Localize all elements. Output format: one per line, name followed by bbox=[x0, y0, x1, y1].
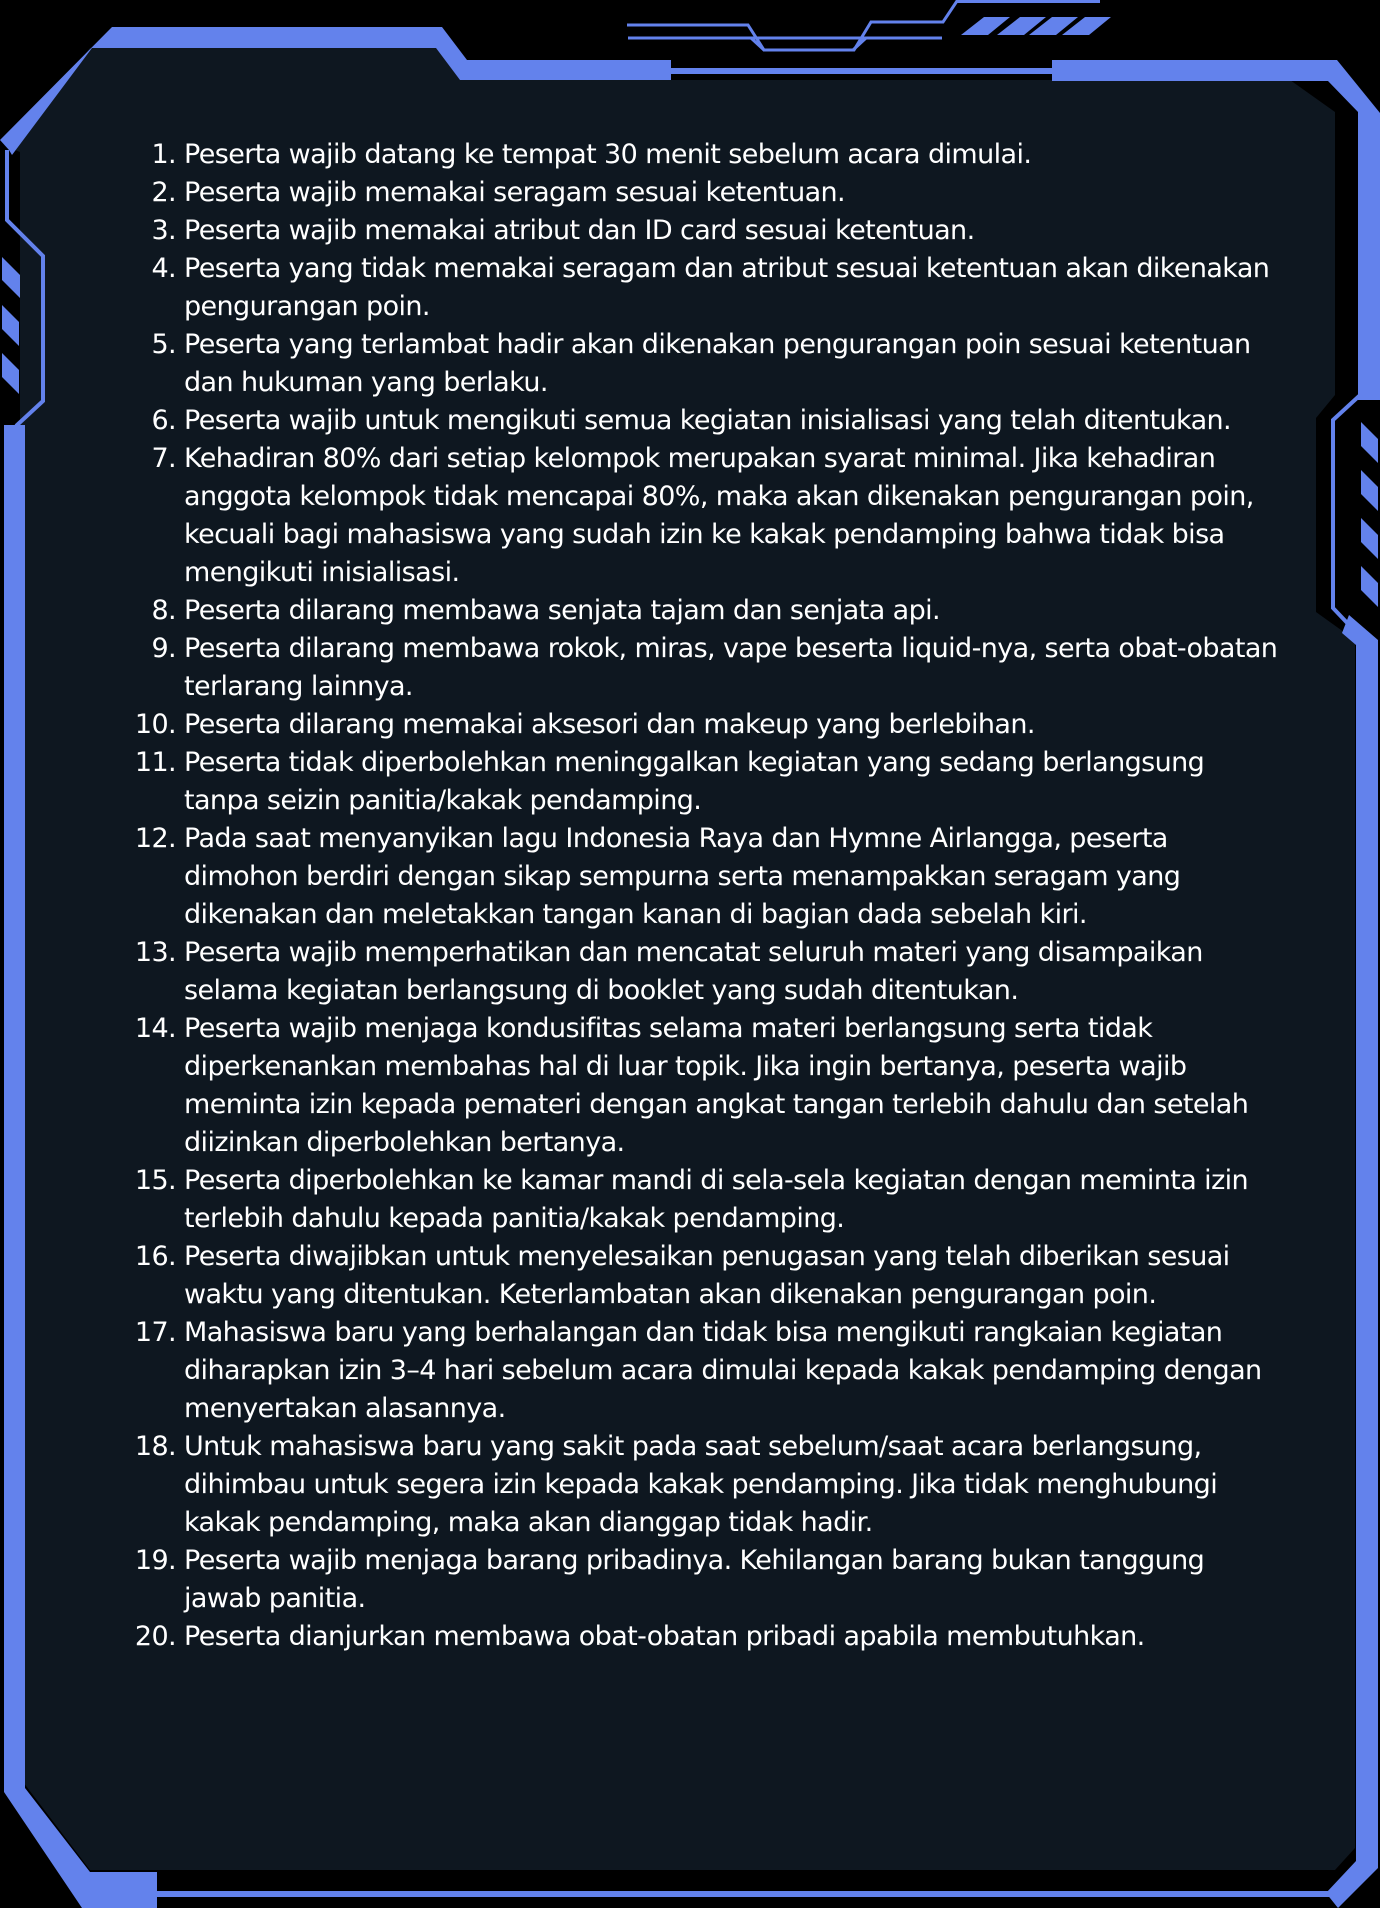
rule-text: Mahasiswa baru yang berhalangan dan tidak bisa mengikuti rangkaian kegiatan diharapkan izin 3–4 hari sebelum acara dimulai kepada kakak pendamping dengan menyertakan alasannya. bbox=[184, 1317, 1262, 1424]
rule-text: Kehadiran 80% dari setiap kelompok merupakan syarat minimal. Jika kehadiran anggota kelompok tidak mencapai 80%, maka akan dikenakan pengurangan poin, kecuali bagi mahasiswa yang sudah izin ke kakak pendamping bahwa tidak bisa mengikuti inisialisasi. bbox=[184, 443, 1254, 588]
rule-text: Peserta yang terlambat hadir akan dikenakan pengurangan poin sesuai ketentuan dan hukuman yang berlaku. bbox=[184, 329, 1251, 398]
rule-number: 1. bbox=[151, 139, 176, 170]
rule-number: 11. bbox=[134, 747, 176, 778]
top-stripes-decoration bbox=[961, 17, 1111, 35]
rule-number: 9. bbox=[151, 633, 176, 664]
rule-number: 5. bbox=[151, 329, 176, 360]
rule-item bbox=[128, 1542, 1278, 1618]
rule-item bbox=[128, 1010, 1278, 1162]
rule-text: Peserta diperbolehkan ke kamar mandi di sela-sela kegiatan dengan meminta izin terlebih dahulu kepada panitia/kakak pendamping. bbox=[184, 1165, 1249, 1234]
rule-item bbox=[128, 212, 1278, 250]
rule-text: Peserta diwajibkan untuk menyelesaikan penugasan yang telah diberikan sesuai waktu yang ditentukan. Keterlambatan akan dikenakan pengurangan poin. bbox=[184, 1241, 1230, 1310]
top-connector-line bbox=[670, 68, 1054, 74]
bottom-border-line bbox=[157, 1891, 1332, 1897]
rule-item bbox=[128, 402, 1278, 440]
right-stripes-decoration bbox=[1361, 422, 1378, 607]
rule-item bbox=[128, 934, 1278, 1010]
rule-item bbox=[128, 630, 1278, 706]
rule-item bbox=[128, 1314, 1278, 1428]
left-stripes-decoration bbox=[2, 257, 20, 394]
rule-number: 8. bbox=[151, 595, 176, 626]
rule-item bbox=[128, 1238, 1278, 1314]
rule-number: 7. bbox=[151, 443, 176, 474]
rule-text: Peserta wajib untuk mengikuti semua kegiatan inisialisasi yang telah ditentukan. bbox=[184, 405, 1232, 436]
rule-text: Peserta dilarang membawa senjata tajam dan senjata api. bbox=[184, 595, 941, 626]
rules-content bbox=[128, 136, 1278, 1656]
rule-item bbox=[128, 326, 1278, 402]
rule-item bbox=[128, 1618, 1278, 1656]
rule-number: 6. bbox=[151, 405, 176, 436]
rule-text: Peserta wajib menjaga kondusifitas selama materi berlangsung serta tidak diperkenankan membahas hal di luar topik. Jika ingin bertanya, peserta wajib meminta izin kepada pemateri dengan angkat tangan terlebih dahulu dan setelah diizinkan diperbolehkan bertanya. bbox=[184, 1013, 1249, 1158]
rule-number: 4. bbox=[151, 253, 176, 284]
rule-number: 14. bbox=[134, 1013, 176, 1044]
top-right-line bbox=[957, 0, 1100, 3]
circuit-line-mid bbox=[751, 38, 866, 50]
rule-item bbox=[128, 744, 1278, 820]
rule-text: Peserta dilarang membawa rokok, miras, vape beserta liquid-nya, serta obat-obatan terlarang lainnya. bbox=[184, 633, 1278, 702]
rule-item bbox=[128, 136, 1278, 174]
rule-item bbox=[128, 1162, 1278, 1238]
rule-text: Peserta tidak diperbolehkan meninggalkan kegiatan yang sedang berlangsung tanpa seizin panitia/kakak pendamping. bbox=[184, 747, 1205, 816]
rule-number: 10. bbox=[134, 709, 176, 740]
rule-number: 20. bbox=[134, 1621, 176, 1652]
rule-number: 18. bbox=[134, 1431, 176, 1462]
rule-item bbox=[128, 250, 1278, 326]
rule-number: 3. bbox=[151, 215, 176, 246]
rule-text: Peserta wajib menjaga barang pribadinya. Kehilangan barang bukan tanggung jawab panitia. bbox=[184, 1545, 1205, 1614]
rule-number: 17. bbox=[134, 1317, 176, 1348]
rule-number: 15. bbox=[134, 1165, 176, 1196]
rule-item bbox=[128, 1428, 1278, 1542]
rules-list bbox=[128, 136, 1278, 1656]
rule-item bbox=[128, 592, 1278, 630]
rule-number: 13. bbox=[134, 937, 176, 968]
rule-number: 2. bbox=[151, 177, 176, 208]
rule-text: Peserta wajib memakai seragam sesuai ketentuan. bbox=[184, 177, 846, 208]
rule-number: 16. bbox=[134, 1241, 176, 1272]
rule-item bbox=[128, 706, 1278, 744]
rule-text: Pada saat menyanyikan lagu Indonesia Raya dan Hymne Airlangga, peserta dimohon berdiri dengan sikap sempurna serta menampakkan seragam yang dikenakan dan meletakkan tangan kanan di bagian dada sebelah kiri. bbox=[184, 823, 1181, 930]
rule-number: 12. bbox=[134, 823, 176, 854]
rule-number: 19. bbox=[134, 1545, 176, 1576]
rule-text: Peserta dilarang memakai aksesori dan makeup yang berlebihan. bbox=[184, 709, 1035, 740]
rule-text: Peserta wajib datang ke tempat 30 menit sebelum acara dimulai. bbox=[184, 139, 1032, 170]
rule-item bbox=[128, 820, 1278, 934]
rule-text: Peserta yang tidak memakai seragam dan atribut sesuai ketentuan akan dikenakan pengurangan poin. bbox=[184, 253, 1270, 322]
rule-item bbox=[128, 174, 1278, 212]
rule-text: Untuk mahasiswa baru yang sakit pada saat sebelum/saat acara berlangsung, dihimbau untuk segera izin kepada kakak pendamping. Jika tidak menghubungi kakak pendamping, maka akan dianggap tidak hadir. bbox=[184, 1431, 1218, 1538]
rule-text: Peserta wajib memperhatikan dan mencatat seluruh materi yang disampaikan selama kegiatan berlangsung di booklet yang sudah ditentukan. bbox=[184, 937, 1203, 1006]
rule-text: Peserta wajib memakai atribut dan ID card sesuai ketentuan. bbox=[184, 215, 975, 246]
rule-item bbox=[128, 440, 1278, 592]
rule-text: Peserta dianjurkan membawa obat-obatan pribadi apabila membutuhkan. bbox=[184, 1621, 1145, 1652]
